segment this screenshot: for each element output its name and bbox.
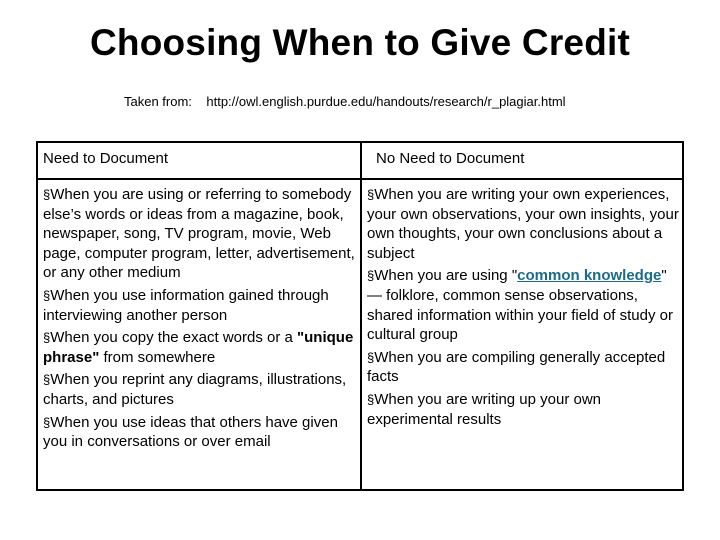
unique-phrase-emphasis: "unique phrase" (43, 329, 354, 366)
bullet-icon: § (43, 330, 51, 346)
need-to-document-column (43, 185, 355, 452)
list-item: §When you copy the exact words or a "unique phrase" from somewhere (43, 329, 354, 366)
bullet-icon: § (43, 414, 51, 430)
bullet-icon: § (367, 268, 375, 284)
bullet-icon: § (43, 372, 51, 388)
header-need-to-document: Need to Document (43, 150, 169, 167)
list-item: §When you are writing up your own experimental results (367, 390, 602, 428)
bullet-icon: § (43, 187, 51, 202)
header-no-need-to-document: No Need to Document (376, 150, 525, 167)
list-item: §When you are writing your own experiences, your own observations, your own insights, your own thoughts, your own conclusions about a subject (367, 186, 679, 262)
common-knowledge-link[interactable]: common knowledge (517, 267, 662, 285)
source-line (124, 94, 566, 109)
column-divider (360, 143, 362, 489)
source-url[interactable]: http://owl.english.purdue.edu/handouts/research/r_plagiar.html (206, 94, 566, 109)
list-item: §When you reprint any diagrams, illustrations, charts, and pictures (43, 371, 347, 408)
list-item: §When you use information gained through interviewing another person (43, 286, 329, 324)
bullet-icon: § (367, 187, 375, 202)
bullet-icon: § (367, 349, 375, 365)
list-item: §When you are compiling generally accepted facts (367, 348, 666, 386)
credit-table (36, 141, 684, 491)
page-title: Choosing When to Give Credit (89, 22, 631, 63)
no-need-to-document-column (367, 185, 679, 429)
list-item: §When you are using or referring to somebody else’s words or ideas from a magazine, book, newspaper, song, TV program, movie, Web page, computer program, letter, advertisement, or any other medium (43, 186, 355, 282)
list-item: §When you are using "common knowledge" — folklore, common sense observations, shared information within your field of study or cultural group (367, 267, 673, 344)
bullet-icon: § (43, 287, 51, 303)
bullet-icon: § (367, 391, 375, 407)
source-label: Taken from: (124, 94, 192, 109)
list-item: §When you use ideas that others have given you in conversations or over email (43, 413, 338, 451)
